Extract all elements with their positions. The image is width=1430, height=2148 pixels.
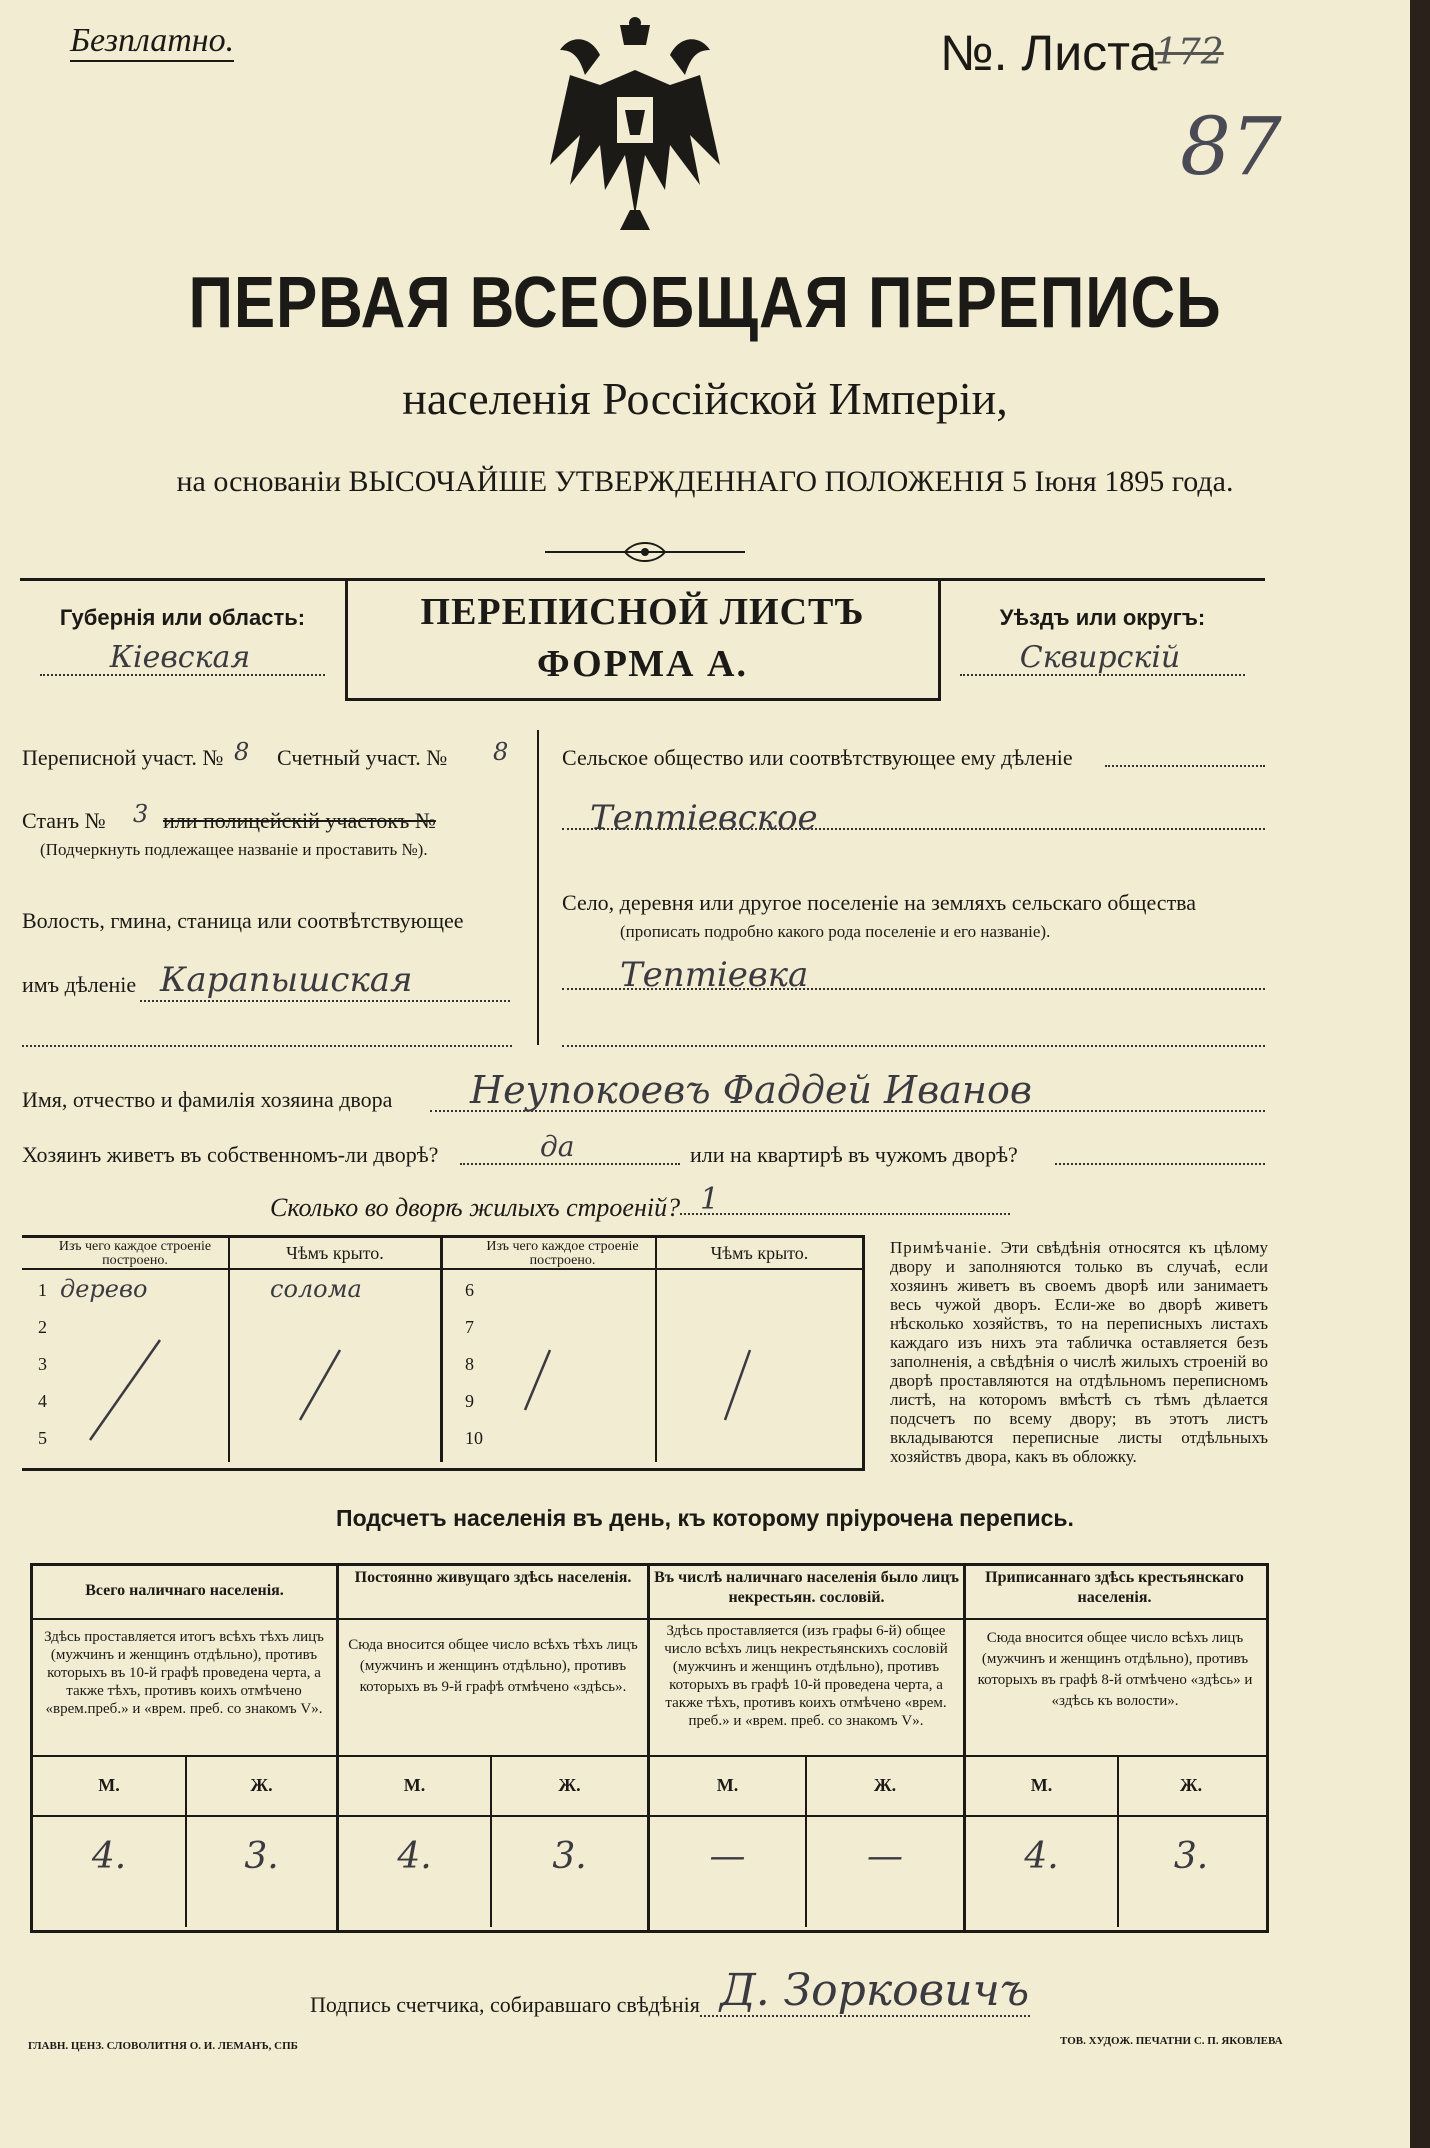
printer-imprint-right: ТОВ. ХУДОЖ. ПЕЧАТНИ С. П. ЯКОВЛЕВА bbox=[1060, 2035, 1283, 2047]
rural-society-line-2 bbox=[562, 828, 1265, 830]
material-header-right: Изъ чего каждое строеніе построено. bbox=[486, 1239, 639, 1268]
owner-name-label: Имя, отчество и фамилія хозяина двора bbox=[22, 1087, 393, 1112]
col-4-female-value: 3. bbox=[1173, 1836, 1209, 1877]
settlement-value: Тептіевка bbox=[620, 955, 809, 995]
col-3-header: Въ числѣ наличнаго населенія было лицъ некрестьян. сословій. bbox=[654, 1569, 959, 1606]
settlement-line-2 bbox=[562, 1045, 1265, 1047]
buildings-count-line bbox=[680, 1213, 1010, 1215]
row-number-8: 8 bbox=[465, 1354, 474, 1374]
col-2-male-value: 4. bbox=[397, 1836, 432, 1877]
population-count-title: Подсчетъ населенія въ день, къ которому пріурочена перепись. bbox=[336, 1505, 1074, 1531]
col-1-male-header: М. bbox=[98, 1775, 120, 1795]
counting-district-label: Счетный участ. № bbox=[277, 745, 448, 770]
col-1-female-header: Ж. bbox=[250, 1775, 273, 1795]
district-label: Уѣздъ или округъ: bbox=[999, 605, 1206, 630]
col-3-description: Здѣсь проставляется (изъ графы 6-й) общее число всѣхъ лицъ некрестьянскихъ сословій (мужчинъ и женщинъ отдѣльно), противъ которыхъ въ графѣ 10-й проведена черта, а также тѣхъ, противъ коихъ отмѣчено «врем. преб.» и «врем. преб. со знакомъ V». bbox=[664, 1623, 948, 1729]
settlement-label: Село, деревня или другое поселеніе на земляхъ сельскаго общества bbox=[562, 890, 1197, 915]
document-subtitle: населенія Россійской Имперіи, bbox=[402, 373, 1008, 424]
section-divider bbox=[537, 730, 539, 1045]
col-1-header: Всего наличнаго населенія. bbox=[85, 1582, 284, 1599]
col-2-header: Постоянно живущаго здѣсь населенія. bbox=[354, 1569, 632, 1586]
col-3-female-header: Ж. bbox=[873, 1775, 897, 1795]
settlement-line bbox=[562, 988, 1265, 990]
row-number-1: 1 bbox=[38, 1280, 47, 1300]
roof-header-right: Чѣмъ крыто. bbox=[710, 1243, 809, 1263]
own-yard-label: Хозяинъ живетъ въ собственномъ-ли дворѣ? bbox=[22, 1142, 439, 1167]
rented-line bbox=[1055, 1163, 1265, 1165]
bt-header-line bbox=[22, 1268, 862, 1270]
province-value: Кіевская bbox=[109, 640, 251, 675]
row-number-7: 7 bbox=[465, 1317, 474, 1337]
signature-label: Подпись счетчика, собиравшаго свѣдѣнія bbox=[310, 1992, 700, 2017]
form-type: ФОРМА А. bbox=[537, 643, 748, 685]
col-2-male-header: М. bbox=[403, 1775, 426, 1795]
own-yard-line bbox=[460, 1163, 680, 1165]
row-number-2: 2 bbox=[38, 1317, 47, 1337]
stan-instruction: (Подчеркнуть подлежащее названіе и проставить №). bbox=[40, 840, 428, 859]
col-3-male-value: — bbox=[709, 1836, 746, 1877]
material-header-left: Изъ чего каждое строеніе построено. bbox=[58, 1239, 212, 1268]
province-label: Губернія или область: bbox=[59, 605, 306, 630]
pt-row-1 bbox=[30, 1618, 1266, 1620]
document-basis: на основаніи ВЫСОЧАЙШЕ УТВЕРЖДЕННАГО ПОЛОЖЕНІЯ 5 Іюня 1895 года. bbox=[176, 465, 1234, 498]
col-4-male-header: М. bbox=[1030, 1775, 1053, 1795]
double-headed-eagle-emblem bbox=[540, 15, 730, 235]
col-1-male-value: 4. bbox=[91, 1836, 127, 1877]
col-3-male-header: М. bbox=[716, 1775, 739, 1795]
sheet-number-label: №. Листа bbox=[940, 25, 1158, 81]
volost-label-2: имъ дѣленіе bbox=[22, 972, 137, 997]
rented-label: или на квартирѣ въ чужомъ дворѣ? bbox=[690, 1142, 1018, 1167]
col-4-male-value: 4. bbox=[1024, 1836, 1059, 1877]
col-1-female-value: 3. bbox=[244, 1836, 279, 1877]
buildings-count-value: 1 bbox=[700, 1182, 720, 1217]
own-yard-value: да bbox=[540, 1130, 575, 1163]
document-title: ПЕРВАЯ ВСЕОБЩАЯ ПЕРЕПИСЬ bbox=[188, 263, 1222, 343]
col-4-header: Приписаннаго здѣсь крестьянскаго населенія. bbox=[985, 1569, 1244, 1606]
row-number-10: 10 bbox=[465, 1428, 483, 1448]
rural-society-label: Сельское общество или соотвѣтствующее ему дѣленіе bbox=[562, 745, 1073, 770]
stan-value: 3 bbox=[133, 800, 149, 828]
owner-name-value: Неупокоевъ Фаддей Иванов bbox=[470, 1068, 1032, 1112]
row-1-material: дерево bbox=[60, 1275, 148, 1303]
dash-strokes bbox=[60, 1300, 840, 1460]
printer-imprint-left: ГЛАВН. ЦЕНЗ. СЛОВОЛИТНЯ О. И. ЛЕМАНЪ, СПБ bbox=[28, 2040, 298, 2052]
settlement-instruction: (прописать подробно какого рода поселеніе и его названіе). bbox=[620, 922, 1051, 941]
col-4-description: Сюда вносится общее число всѣхъ лицъ (мужчинъ и женщинъ отдѣльно), противъ которыхъ въ графѣ 8-й отмѣчено «здѣсь» и «здѣсь къ волости». bbox=[977, 1630, 1253, 1709]
signature-line bbox=[700, 2015, 1030, 2017]
volost-label: Волость, гмина, станица или соотвѣтствующее bbox=[22, 908, 464, 933]
row-number-3: 3 bbox=[38, 1354, 47, 1374]
ornament-divider bbox=[545, 540, 745, 564]
stan-label: Станъ № bbox=[22, 808, 106, 833]
col-1-description: Здѣсь проставляется итогъ всѣхъ тѣхъ лицъ (мужчинъ и женщинъ отдѣльно), противъ которыхъ въ 10-й графѣ проведена черта, а также тѣхъ, противъ коихъ отмѣчено «врем.преб.» и «врем. преб. со знакомъ V». bbox=[44, 1629, 324, 1717]
census-district-value: 8 bbox=[234, 738, 250, 766]
volost-line-2 bbox=[22, 1045, 512, 1047]
row-1-roof: солома bbox=[270, 1275, 362, 1303]
rural-society-line bbox=[1105, 765, 1265, 767]
row-number-4: 4 bbox=[38, 1391, 47, 1411]
page-edge bbox=[1410, 0, 1430, 2148]
enumerator-signature: Д. Зорковичъ bbox=[720, 1965, 1030, 2016]
pt-row-3 bbox=[30, 1815, 1266, 1817]
col-3-female-value: — bbox=[867, 1836, 903, 1877]
note-body: Эти свѣдѣнія относятся къ цѣлому двору и заполняются только въ случаѣ, если хозяинъ живетъ въ своемъ дворѣ или занимаетъ весь чужой дворъ. Если-же во дворѣ живетъ нѣсколько хозяйствъ, то на переписныхъ листахъ каждаго изъ нихъ эта табличка оставляется безъ заполненія, а свѣдѣнія о числѣ жилыхъ строеній во дворѣ проставляются на отдѣльномъ переписномъ листѣ, на которомъ вмѣстѣ съ тѣмъ дѣлается подсчетъ по всему двору; въ этотъ листъ вкладываются переписные листы отдѣльныхъ хозяйствъ двора, какъ въ обложку. bbox=[890, 1238, 1269, 1466]
police-district-label: или полицейскій участокъ № bbox=[163, 808, 436, 833]
volost-value: Карапышская bbox=[160, 960, 413, 1000]
district-line bbox=[960, 674, 1245, 676]
free-label: Безплатно. bbox=[70, 22, 234, 62]
buildings-count-label: Сколько во дворѣ жилыхъ строеній? bbox=[270, 1193, 681, 1222]
counting-district-value: 8 bbox=[493, 738, 509, 766]
col-2-female-value: 3. bbox=[552, 1836, 587, 1877]
col-2-description: Сюда вносится общее число всѣхъ тѣхъ лицъ (мужчинъ и женщинъ отдѣльно), противъ которыхъ въ 9-й графѣ отмѣчено «здѣсь». bbox=[348, 1637, 638, 1695]
row-number-5: 5 bbox=[38, 1428, 47, 1448]
volost-line bbox=[140, 1000, 510, 1002]
roof-header-left: Чѣмъ крыто. bbox=[286, 1243, 384, 1263]
row-number-6: 6 bbox=[465, 1280, 474, 1300]
province-line bbox=[40, 674, 325, 676]
sheet-number-handwritten: 87 bbox=[1180, 100, 1282, 193]
pt-row-2 bbox=[30, 1755, 1266, 1757]
census-district-label: Переписной участ. № bbox=[22, 745, 224, 770]
col-4-female-header: Ж. bbox=[1179, 1775, 1203, 1795]
note-title: Примѣчаніе. bbox=[890, 1238, 993, 1257]
rural-society-value: Тептіевское bbox=[590, 798, 818, 838]
col-2-female-header: Ж. bbox=[558, 1775, 581, 1795]
owner-name-line bbox=[430, 1110, 1265, 1112]
district-value: Сквирскій bbox=[1019, 640, 1181, 675]
note-text bbox=[890, 1238, 1268, 1466]
sheet-number-crossed: 172 bbox=[1155, 32, 1224, 73]
census-sheet-title: ПЕРЕПИСНОЙ ЛИСТЪ bbox=[420, 591, 865, 633]
row-number-9: 9 bbox=[465, 1391, 474, 1411]
